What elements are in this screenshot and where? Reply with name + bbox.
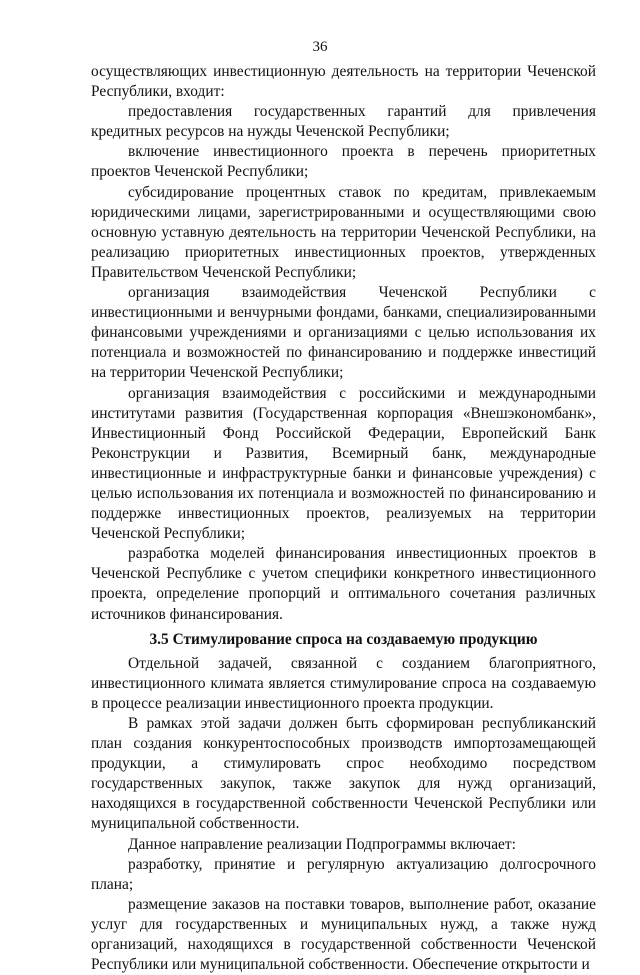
paragraph: включение инвестиционного проекта в перечень приоритетных проектов Чеченской Республики; (91, 143, 596, 181)
paragraph: размещение заказов на поставки товаров, выполнение работ, оказание услуг для государственных и муниципальных нужд, а также нужд организаций, находящихся в государственной собственности Чеченской Республики или муниципальной собственности. Обеспечение открытости и (91, 895, 596, 974)
paragraph: В рамках этой задачи должен быть сформирован республиканский план создания конкурентоспособных производств импортозамещающей продукции, а стимулировать спрос необходимо посредством государственных закупок, также закупок для нужд организаций, находящихся в государственной собственности Чеченской Республики или муниципальной собственности. (91, 715, 596, 833)
paragraph: Отдельной задачей, связанной с созданием благоприятного, инвестиционного климата является стимулирование спроса на создаваемую в процессе реализации инвестиционного проекта продукции. (91, 654, 596, 712)
paragraph: разработка моделей финансирования инвестиционных проектов в Чеченской Республике с учетом специфики конкретного инвестиционного проекта, определение пропорций и оптимального сочетания различных источников финансирования. (91, 545, 596, 623)
paragraph: организация взаимодействия с российскими и международными институтами развития (Государственная корпорация «Внешэкономбанк», Инвестиционный Фонд Российской Федерации, Европейский Банк Реконструкции и Развития, Всемирный банк, международные инвестиционные и инфраструктурные банки и финансовые учреждения) с целью использования их потенциала и возможностей по финансированию и поддержке инвестиционных проектов, реализуемых на территории Чеченской Республики; (91, 384, 596, 543)
paragraph: осуществляющих инвестиционную деятельность на территории Чеченской Республики, входит: (91, 63, 596, 101)
paragraph: субсидирование процентных ставок по кредитам, привлекаемым юридическими лицами, зарегистрированными и осуществляющими свою основную уставную деятельность на территории Чеченской Республики, на реализацию приоритетных инвестиционных проектов, утвержденных Правительством Чеченской Республики; (91, 183, 596, 281)
paragraph: организация взаимодействия Чеченской Республики с инвестиционными и венчурными фондами, банками, специализированными финансовыми учреждениями и организациями с целью использования их потенциала и возможностей по финансированию и поддержке инвестиций на территории Чеченской Республики; (91, 284, 596, 382)
paragraph: Данное направление реализации Подпрограммы включает: (128, 835, 516, 853)
paragraph: предоставления государственных гарантий для привлечения кредитных ресурсов на нужды Чеченской Республики; (91, 103, 596, 141)
page-number: 36 (312, 39, 328, 55)
document-body (91, 62, 596, 975)
paragraph: разработку, принятие и регулярную актуализацию долгосрочного плана; (91, 855, 596, 893)
section-heading: 3.5 Стимулирование спроса на создаваемую продукцию (149, 630, 538, 648)
